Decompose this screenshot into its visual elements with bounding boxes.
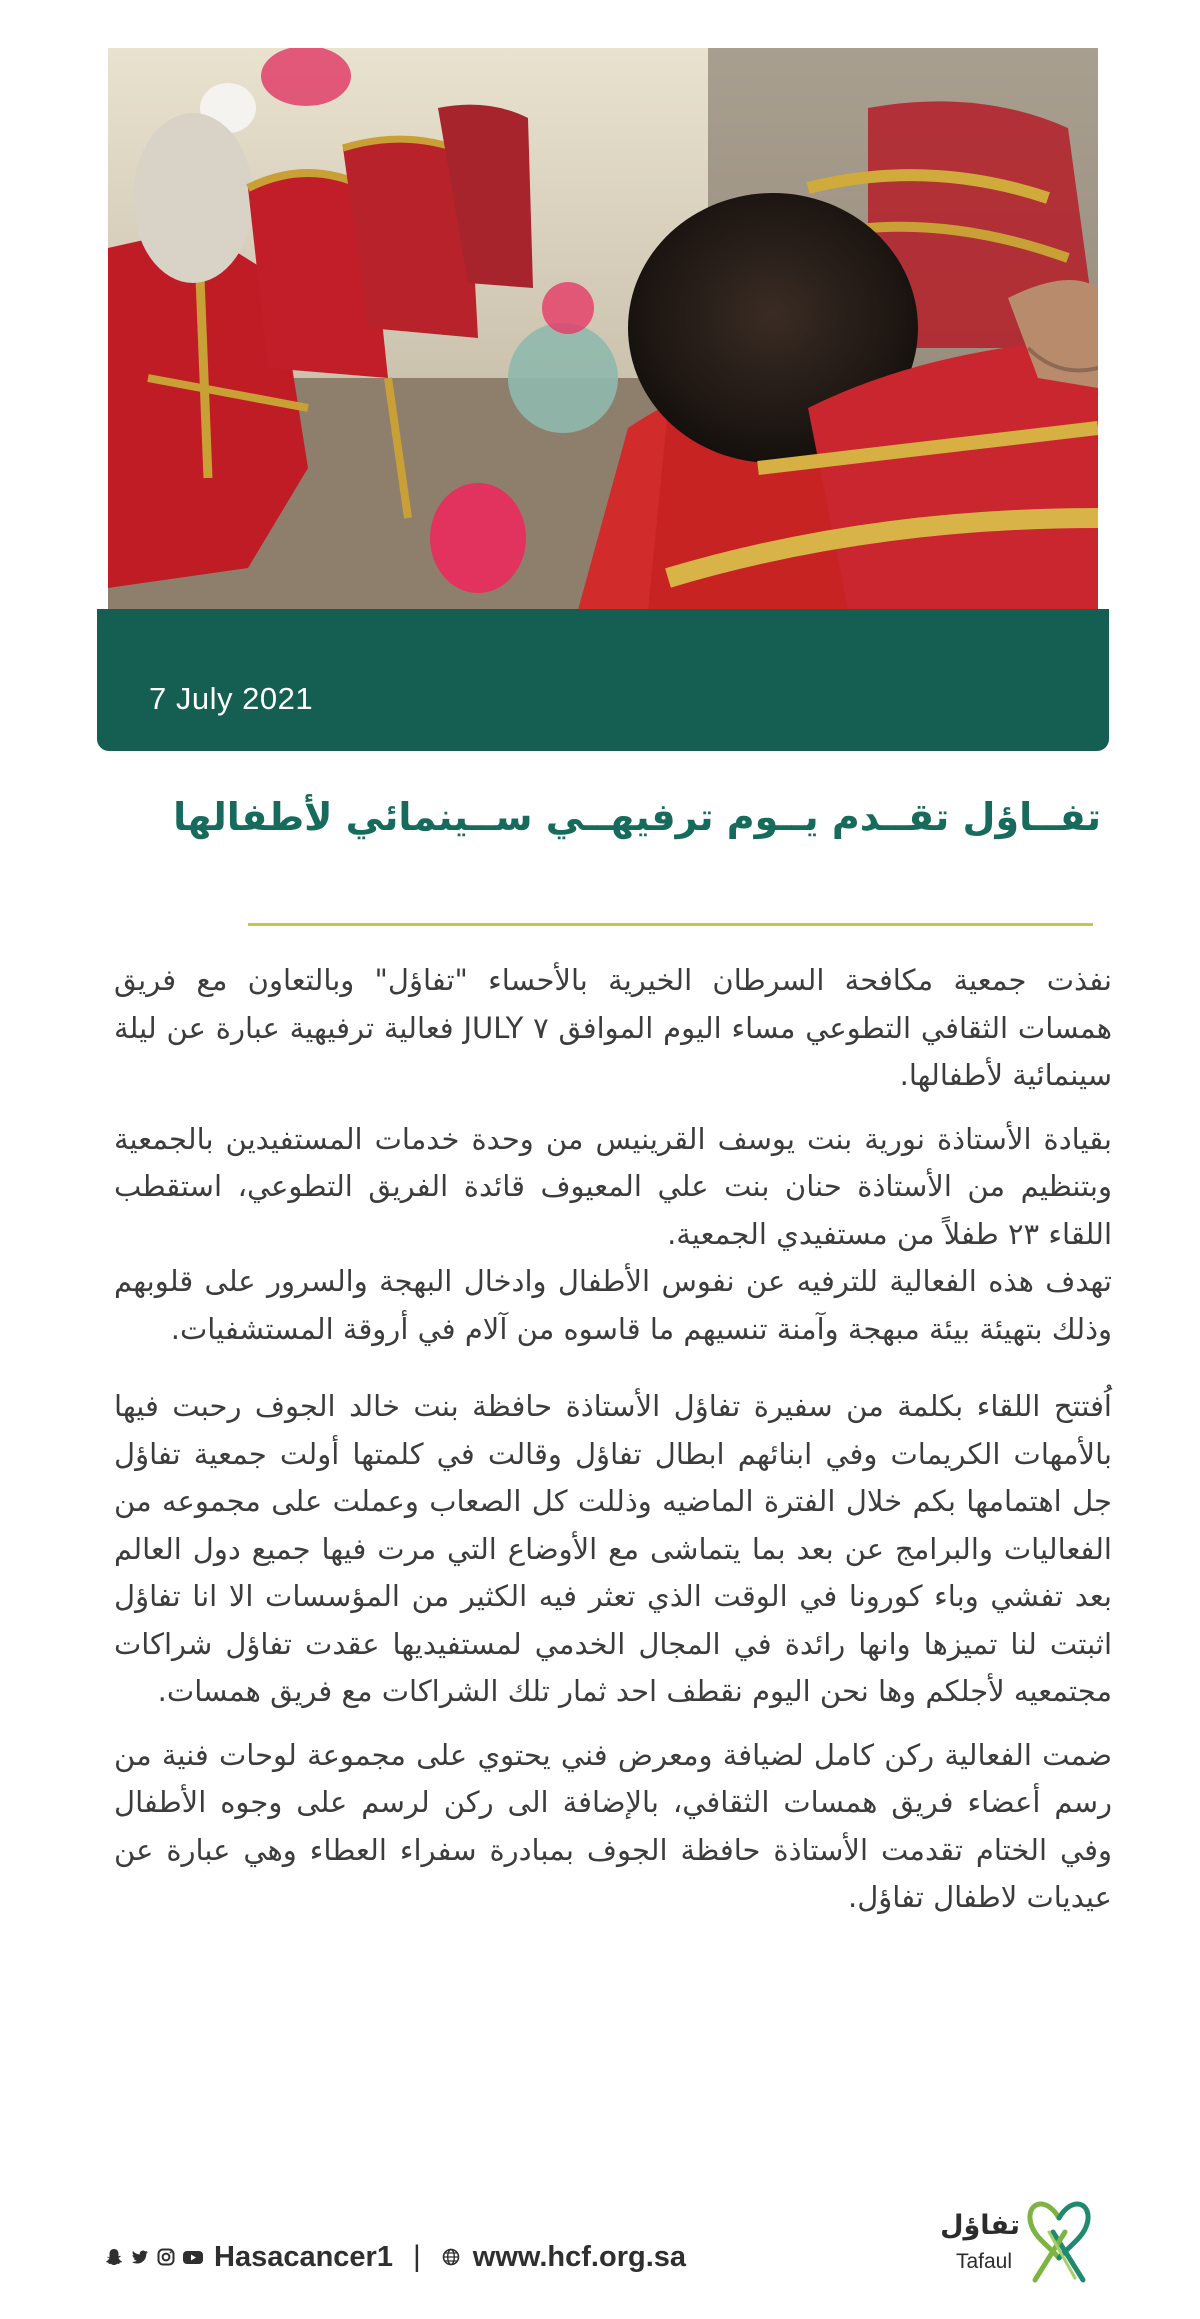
paragraph-intro: نفذت جمعية مكافحة السرطان الخيرية بالأحساء "تفاؤل" وبالتعاون مع فريق همسات الثقافي التطوعي مساء اليوم الموافق ٧ JULY فعالية ترفيهية عبارة عن ليلة سينمائية لأطفالها. xyxy=(114,963,1112,1092)
ribbon-heart-icon xyxy=(1023,2188,1095,2284)
footer xyxy=(0,2170,1200,2290)
twitter-icon[interactable] xyxy=(130,2247,150,2267)
snapchat-icon[interactable] xyxy=(104,2247,124,2267)
website-link[interactable]: www.hcf.org.sa xyxy=(472,2240,687,2273)
globe-icon xyxy=(441,2247,461,2267)
article-title: تفــاؤل تقــدم يــوم ترفيهــي ســينمائي لأطفالها xyxy=(173,795,1101,839)
date-banner xyxy=(97,609,1109,751)
social-handle[interactable]: Hasacancer1 xyxy=(214,2240,393,2273)
tafaul-logo xyxy=(940,2188,1098,2288)
photo-illustration xyxy=(108,48,1098,610)
title-divider xyxy=(248,923,1093,926)
header-photo xyxy=(108,48,1098,610)
paragraph-goal: تهدف هذه الفعالية للترفيه عن نفوس الأطفال وادخال البهجة والسرور على قلوبهم وذلك بتهيئة بيئة مبهجة وآمنة تنسيهم ما قاسوه من آلام في أروقة المستشفيات. xyxy=(114,1264,1112,1346)
instagram-icon[interactable] xyxy=(156,2247,176,2267)
youtube-icon[interactable] xyxy=(182,2247,202,2267)
logo-english-text: Tafaul xyxy=(955,2250,1013,2273)
logo-arabic-text: تفاؤل xyxy=(940,2210,1020,2241)
social-links xyxy=(104,2240,686,2274)
paragraph-opening-speech: اُفتتح اللقاء بكلمة من سفيرة تفاؤل الأستاذة حافظة بنت خالد الجوف رحبت فيها بالأمهات الكريمات وفي ابنائهم ابطال تفاؤل وقالت في كلمتها أولت جمعية تفاؤل جل اهتمامها بكم خلال الفترة الماضيه وذللت كل الصعاب وعملت على مجموعه من الفعاليات والبرامج عن بعد بما يتماشى مع الأوضاع التي مرت فيها جميع دول العالم بعد تفشي وباء كورونا في الوقت الذي تعثر فيه الكثير من المؤسسات الا انا تفاؤل اثبتت لنا تميزها وانها رائدة في المجال الخدمي لمستفيديها عقدت تفاؤل شراكات مجتمعيه لأجلكم وها نحن اليوم نقطف احد ثمار تلك الشراكات مع فريق همسات. xyxy=(114,1389,1112,1708)
article-body xyxy=(114,957,1112,1938)
paragraph-activities: ضمت الفعالية ركن كامل لضيافة ومعرض فني يحتوي على مجموعة لوحات فنية من رسم أعضاء فريق همسات الثقافي، بالإضافة الى ركن لرسم على وجوه الأطفال وفي الختام تقدمت الأستاذة حافظة الجوف بمبادرة سفراء العطاء وهي عبارة عن عيديات لاطفال تفاؤل. xyxy=(114,1737,1112,1914)
footer-separator: | xyxy=(412,2240,421,2273)
publish-date: 7 July 2021 xyxy=(149,681,314,716)
paragraph-organizers: بقيادة الأستاذة نورية بنت يوسف القرينيس من وحدة خدمات المستفيدين بالجمعية وبتنظيم من الأستاذة حنان بنت علي المعيوف قائدة الفريق التطوعي، استقطب اللقاء ٢٣ طفلاً من مستفيدي الجمعية. xyxy=(114,1121,1112,1251)
